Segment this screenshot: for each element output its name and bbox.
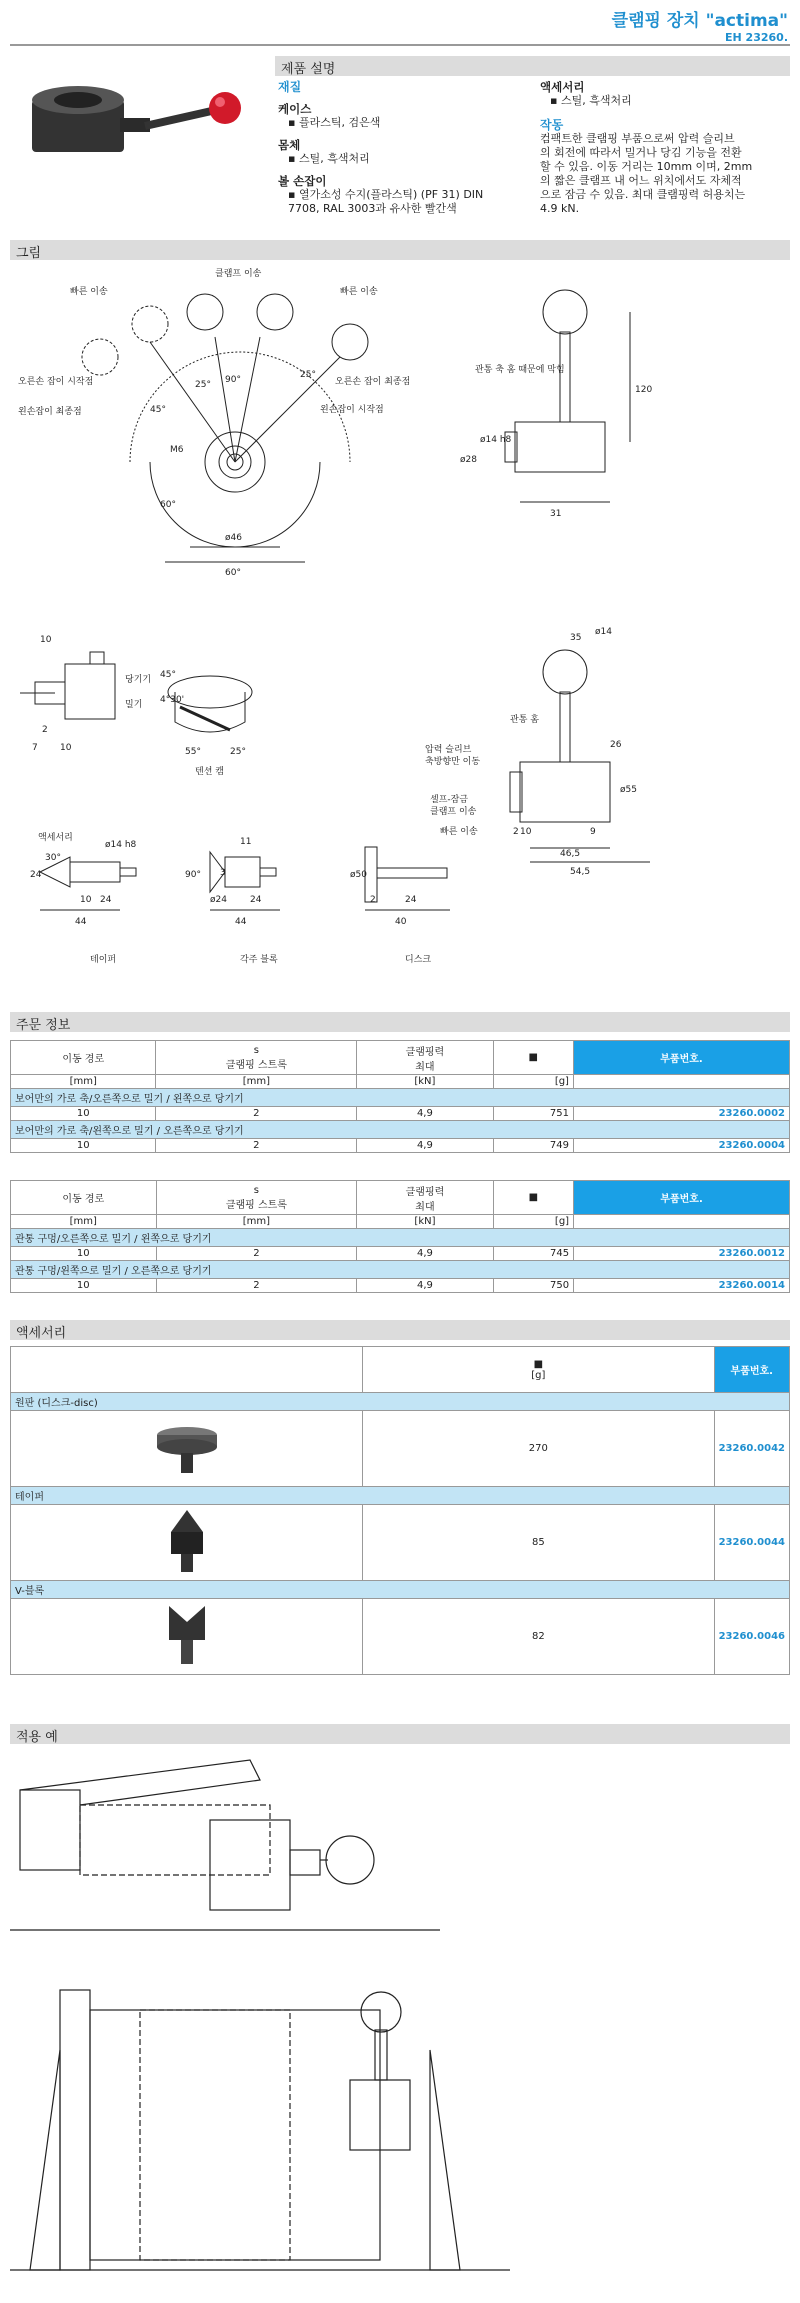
svg-text:10: 10 (520, 827, 532, 837)
svg-text:2: 2 (513, 827, 519, 837)
section-example: 적용 예 (10, 1724, 790, 1744)
svg-text:ø14 h8: ø14 h8 (480, 435, 512, 445)
svg-text:25°: 25° (230, 747, 246, 757)
taper-image (157, 1506, 217, 1576)
section-drawing: 그림 (10, 240, 790, 260)
svg-text:35: 35 (570, 633, 582, 643)
part-number-link[interactable]: 23260.0014 (574, 1279, 790, 1293)
part-number-link[interactable]: 23260.0044 (714, 1505, 789, 1581)
part-number-link[interactable]: 23260.0012 (574, 1247, 790, 1261)
weight-icon: ■ (493, 1041, 573, 1075)
operation-text: 컴팩트한 클램핑 부품으로써 압력 슬리브 의 회전에 따라서 밀거나 당김 기능을 전환 할 수 있음. 이동 거리는 10mm 이며, 2mm 의 짧은 클램프 내 어느 위치에서도 자체적 으로 잠금 수 있음. 최대 클램핑력 허용치는 4.9 kN. (540, 132, 753, 215)
technical-drawing (10, 262, 790, 1014)
section-accessories: 액세서리 (10, 1320, 790, 1340)
svg-text:셀프-잠금: 셀프-잠금 (430, 795, 469, 805)
material-title: 재질 (278, 80, 302, 94)
svg-text:M6: M6 (170, 445, 184, 455)
housing-heading: 케이스 (278, 102, 312, 116)
svg-text:40: 40 (395, 917, 407, 927)
svg-text:텐션 캠: 텐션 캠 (195, 767, 224, 777)
svg-text:ø14: ø14 (595, 627, 612, 637)
svg-text:24: 24 (100, 895, 112, 905)
svg-text:54,5: 54,5 (570, 867, 591, 877)
application-example (10, 1750, 790, 2290)
svg-text:45°: 45° (160, 670, 176, 680)
svg-text:24: 24 (30, 870, 42, 880)
svg-text:밀기: 밀기 (125, 700, 143, 710)
part-number-link[interactable]: 23260.0046 (714, 1599, 789, 1675)
body-value: ▪ 스틸, 흑색처리 (288, 152, 370, 165)
svg-text:46,5: 46,5 (560, 849, 581, 859)
order-table-1: 이동 경로 s 클램핑 스트록 클램핑력 최대 ■ 부품번호. [mm] [mm] [kN] [g] 보어만의 가로 축/오른쪽으로 밀기 / 왼쪽으로 당기기 10 2 4,9 751 23260.0002 보어만의 가로 축/왼쪽으로 밀기 / 오른쪽으로 당기기 10 2 4,9 749 23260.0004 (10, 1040, 790, 1153)
svg-text:11: 11 (240, 837, 252, 847)
vblock-image (157, 1600, 217, 1670)
svg-text:테이퍼: 테이퍼 (90, 955, 117, 965)
svg-text:24: 24 (405, 895, 417, 905)
svg-text:ø50: ø50 (350, 870, 367, 880)
product-title: 클램핑 장치 "actima" (611, 11, 788, 31)
order-table-2: 이동 경로 s 클램핑 스트록 클램핑력 최대 ■ 부품번호. [mm] [mm] [kN] [g] 관통 구멍/오른쪽으로 밀기 / 왼쪽으로 당기기 10 2 4,9 745 23260.0012 관통 구멍/왼쪽으로 밀기 / 오른쪽으로 당기기 10 2 4,9 750 23260.0014 (10, 1180, 790, 1293)
table-row: 270 23260.0042 (11, 1411, 790, 1487)
ball-value: ▪ 열가소성 수지(플라스틱) (PF 31) DIN 7708, RAL 3003과 유사한 빨간색 (288, 188, 484, 215)
weight-icon: ■ (533, 1358, 544, 1370)
table-row: 10 2 4,9 750 23260.0014 (11, 1279, 790, 1293)
svg-text:빠른 이송: 빠른 이송 (70, 287, 108, 297)
svg-text:관통 홈: 관통 홈 (510, 715, 539, 725)
svg-text:압력 슬리브: 압력 슬리브 (425, 745, 472, 755)
section-description: 제품 설명 (275, 56, 790, 76)
description-right (540, 80, 785, 216)
svg-text:30°: 30° (45, 853, 61, 863)
operation-title: 작동 (540, 118, 564, 132)
svg-text:ø24: ø24 (210, 895, 227, 905)
svg-text:7: 7 (32, 743, 38, 753)
svg-text:클램프 이송: 클램프 이송 (430, 807, 477, 817)
table-row: 85 23260.0044 (11, 1505, 790, 1581)
svg-text:액세서리: 액세서리 (38, 833, 73, 843)
description-left (278, 80, 518, 216)
svg-text:31: 31 (550, 509, 562, 519)
svg-text:44: 44 (75, 917, 87, 927)
svg-text:ø14 h8: ø14 h8 (105, 840, 137, 850)
svg-text:44: 44 (235, 917, 247, 927)
svg-text:26: 26 (610, 740, 622, 750)
svg-text:60°: 60° (225, 568, 241, 578)
svg-text:25°: 25° (195, 380, 211, 390)
svg-text:9: 9 (590, 827, 596, 837)
housing-value: ▪ 플라스틱, 검은색 (288, 116, 381, 129)
svg-text:2: 2 (370, 895, 376, 905)
accessory-value: ▪ 스틸, 흑색처리 (550, 94, 632, 107)
svg-text:25°: 25° (300, 370, 316, 380)
svg-text:빠른 이송: 빠른 이송 (340, 287, 378, 297)
table-row: 10 2 4,9 749 23260.0004 (11, 1139, 790, 1153)
svg-text:45°: 45° (150, 405, 166, 415)
part-number-header: 부품번호. (574, 1181, 790, 1215)
svg-text:각주 블록: 각주 블록 (240, 955, 278, 965)
svg-text:10: 10 (80, 895, 92, 905)
accessory-heading: 액세서리 (540, 80, 585, 94)
svg-text:왼손잡이 최종점: 왼손잡이 최종점 (18, 407, 82, 417)
svg-text:3: 3 (220, 868, 226, 878)
table-row: 10 2 4,9 751 23260.0002 (11, 1107, 790, 1121)
product-code: EH 23260. (725, 31, 788, 44)
svg-text:ø55: ø55 (620, 785, 637, 795)
svg-text:오른손 잡이 시작점: 오른손 잡이 시작점 (18, 377, 94, 387)
disc-image (147, 1417, 227, 1477)
svg-text:24: 24 (250, 895, 262, 905)
svg-text:10: 10 (40, 635, 52, 645)
svg-text:디스크: 디스크 (405, 955, 432, 965)
svg-text:60°: 60° (160, 500, 176, 510)
svg-text:4°30': 4°30' (160, 695, 185, 705)
svg-text:오른손 잡이 최종점: 오른손 잡이 최종점 (335, 377, 411, 387)
accessory-table: ■ [g] 부품번호. 원판 (디스크-disc) 270 23260.0042 테이퍼 85 23260.0044 V-블록 82 23260.0046 (10, 1346, 790, 1675)
svg-text:왼손잡이 시작점: 왼손잡이 시작점 (320, 405, 384, 415)
header-rule (10, 44, 790, 46)
svg-text:ø46: ø46 (225, 533, 242, 543)
part-number-header: 부품번호. (714, 1347, 789, 1393)
svg-text:10: 10 (60, 743, 72, 753)
part-number-link[interactable]: 23260.0002 (573, 1107, 789, 1121)
part-number-header: 부품번호. (573, 1041, 789, 1075)
product-photo (20, 60, 260, 180)
svg-text:관통 축 홈 때문에 막힘: 관통 축 홈 때문에 막힘 (475, 365, 565, 375)
svg-text:축방향만 이동: 축방향만 이동 (425, 757, 481, 767)
part-number-link[interactable]: 23260.0042 (714, 1411, 789, 1487)
svg-text:55°: 55° (185, 747, 201, 757)
svg-text:빠른 이송: 빠른 이송 (440, 827, 478, 837)
svg-text:120: 120 (635, 385, 653, 395)
table-row: 82 23260.0046 (11, 1599, 790, 1675)
ball-heading: 볼 손잡이 (278, 174, 327, 188)
weight-icon: ■ (493, 1181, 573, 1215)
svg-text:2: 2 (42, 725, 48, 735)
body-heading: 몸체 (278, 138, 301, 152)
table-row: 10 2 4,9 745 23260.0012 (11, 1247, 790, 1261)
svg-text:클램프 이송: 클램프 이송 (215, 269, 262, 279)
section-order: 주문 정보 (10, 1012, 790, 1032)
svg-text:90°: 90° (225, 375, 241, 385)
page-header (612, 6, 788, 44)
part-number-link[interactable]: 23260.0004 (573, 1139, 789, 1153)
svg-text:당기기: 당기기 (125, 675, 152, 685)
svg-text:ø28: ø28 (460, 455, 477, 465)
svg-text:90°: 90° (185, 870, 201, 880)
